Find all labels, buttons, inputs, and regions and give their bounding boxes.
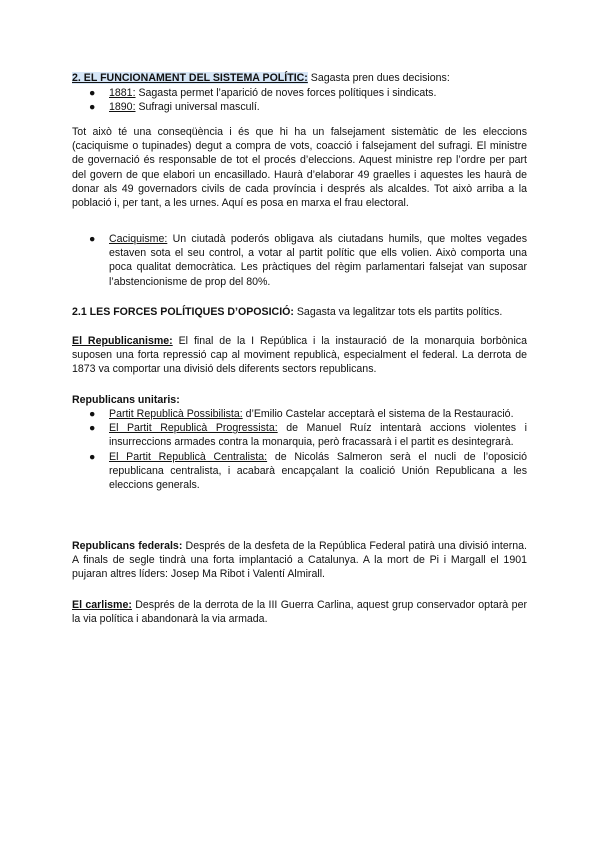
party-text: d’Emilio Castelar acceptarà el sistema de la Restauració. — [242, 408, 514, 420]
caciquisme-list — [72, 232, 527, 289]
party-text: de Nicolás Salmeron serà el nucli de l’oposició republicana centralista, i acabarà encapçalant la coalició Unión Republicana a les eleccions generals. — [109, 450, 528, 492]
bullet-icon: ● — [89, 87, 96, 99]
carlisme-paragraph — [72, 598, 527, 626]
decision-text: Sagasta permet l’aparició de noves forces polítiques i sindicats. — [135, 87, 437, 99]
section-2-heading: 2. EL FUNCIONAMENT DEL SISTEMA POLÍTIC: — [72, 72, 308, 84]
list-item — [72, 100, 527, 114]
party-name: El Partit Republicà Centralista: — [109, 450, 268, 463]
section-2-heading-line — [72, 71, 527, 85]
carlisme-label: El carlisme: — [72, 599, 132, 611]
bullet-icon: ● — [89, 101, 96, 114]
federals-paragraph — [72, 539, 527, 582]
list-item — [72, 407, 527, 421]
falsejament-paragraph: Tot això té una conseqüència i és que hi ha un falsejament sistemàtic de les eleccions (caciquisme o tupinades) degut a compra de vots, coacció i falsejament del sufragi. El ministre de governació és responsable de tot el procés d’eleccions. Aquest ministre rep l’ordre per part del govern de que elabori un encasillado. Haurà d’elaborar 49 graelles i aquestes les haurà de donar als 49 governadors civils de cada província i després als alcaldes. Tot això arriba a la població i, per tant, a les urnes. Aquí es posa en marxa el frau electoral. — [72, 126, 527, 210]
bullet-icon: ● — [89, 422, 96, 435]
carlisme-text: Després de la derrota de la III Guerra Carlina, aquest grup conservador optarà per la via política i abandonarà la via armada. — [72, 599, 527, 626]
federals-label: Republicans federals: — [72, 540, 183, 552]
unitaris-heading: Republicans unitaris: — [72, 394, 180, 406]
unitaris-list — [72, 407, 527, 492]
decision-year: 1890: — [109, 101, 136, 114]
decision-text: Sufragi universal masculí. — [135, 101, 260, 114]
list-item — [72, 232, 527, 289]
section-2-1-heading-line — [72, 305, 527, 319]
decision-year: 1881: — [109, 87, 136, 99]
bullet-icon: ● — [89, 408, 96, 420]
party-name: El Partit Republicà Progressista: — [109, 422, 278, 435]
section-2-1-intro: Sagasta va legalitzar tots els partits polítics. — [293, 306, 503, 318]
party-name: Partit Republicà Possibilista: — [109, 408, 243, 420]
section-2-intro: Sagasta pren dues decisions: — [307, 72, 450, 84]
section-2-1-heading: 2.1 LES FORCES POLÍTIQUES D’OPOSICIÓ: — [72, 306, 294, 318]
republicanisme-paragraph — [72, 334, 527, 377]
bullet-icon: ● — [89, 450, 96, 463]
caciquisme-label: Caciquisme: — [109, 233, 168, 245]
list-item — [72, 421, 527, 449]
list-item — [72, 86, 527, 100]
bullet-icon: ● — [89, 233, 96, 245]
party-text: de Manuel Ruíz intentarà accions violentes i insurreccions armades contra la monarquia, però fracassarà i el partit es desintegrarà. — [109, 422, 527, 449]
federals-text: Després de la desfeta de la República Federal patirà una divisió interna. A finals de segle tindrà una forta implantació a Catalunya. A la mort de Pi i Margall el 1901 pujaran altres líders: Josep Ma Ribot i Valentí Almirall. — [72, 540, 528, 581]
republicanisme-label: El Republicanisme: — [72, 335, 173, 347]
section-2-decisions-list — [72, 86, 527, 114]
list-item — [72, 450, 527, 493]
caciquisme-text: Un ciutadà poderós obligava als ciutadans humils, que moltes vegades estaven sota el seu control, a votar al partit polític que ells volien. Això comporta una poca qualitat democràtica. Les pràctiques del règim parlamentari falsejat van suposar l’abstencionisme de prop del 80%. — [109, 233, 527, 288]
republicanisme-text: El final de la I República i la instauració de la monarquia borbònica suposen una forta repressió cap al moviment republicà, especialment el federal. La derrota de 1873 va comportar una divisió dels diferents sectors republicans. — [72, 335, 527, 376]
